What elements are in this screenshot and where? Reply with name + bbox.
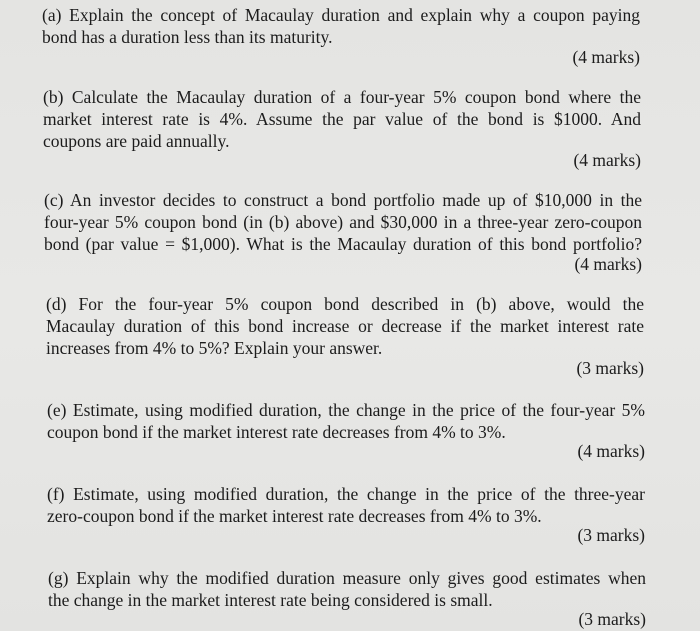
marks-label: (4 marks) [574, 254, 642, 274]
marks-label: (3 marks) [578, 609, 646, 629]
question-text-line: four-year 5% coupon bond (in (b) above) and $30,000 in a three-year zero-coupon [44, 212, 642, 232]
marks-label: (4 marks) [573, 150, 641, 170]
question-text-line: (g) Explain why the modified duration measure only gives good estimates when [48, 568, 646, 588]
question-g [48, 567, 646, 629]
question-text-line: zero-coupon bond if the market interest rate decreases from 4% to 3%. [47, 506, 542, 526]
question-text-line: (b) Calculate the Macaulay duration of a four-year 5% coupon bond where the [43, 87, 641, 107]
question-text-line: market interest rate is 4%. Assume the par value of the bond is $1000. And [43, 109, 641, 129]
question-text-line: coupon bond if the market interest rate decreases from 4% to 3%. [47, 422, 506, 442]
question-text-line: bond has a duration less than its maturity. [42, 27, 333, 47]
question-text-line: the change in the market interest rate being considered is small. [48, 590, 493, 610]
question-c [44, 189, 642, 274]
marks-label: (3 marks) [576, 358, 644, 378]
question-a [42, 4, 640, 67]
question-text-line: (d) For the four-year 5% coupon bond described in (b) above, would the [46, 294, 644, 314]
marks-label: (4 marks) [577, 441, 645, 461]
marks-label: (3 marks) [577, 525, 645, 545]
question-d [46, 293, 644, 378]
question-text-line: (f) Estimate, using modified duration, the change in the price of the three-year [47, 484, 645, 504]
question-e [47, 399, 645, 461]
marks-label: (4 marks) [572, 47, 640, 67]
question-text-line: coupons are paid annually. [43, 131, 230, 151]
question-text-line: bond (par value = $1,000). What is the Macaulay duration of this bond portfolio? [44, 234, 642, 254]
question-f [47, 483, 645, 545]
question-text-line: (c) An investor decides to construct a bond portfolio made up of $10,000 in the [44, 190, 642, 210]
question-text-line: increases from 4% to 5%? Explain your answer. [46, 338, 383, 358]
question-text-line: Macaulay duration of this bond increase or decrease if the market interest rate [46, 316, 644, 336]
question-text-line: (a) Explain the concept of Macaulay duration and explain why a coupon paying [42, 5, 640, 25]
question-text-line: (e) Estimate, using modified duration, the change in the price of the four-year 5% [47, 400, 645, 420]
question-b [43, 86, 641, 170]
